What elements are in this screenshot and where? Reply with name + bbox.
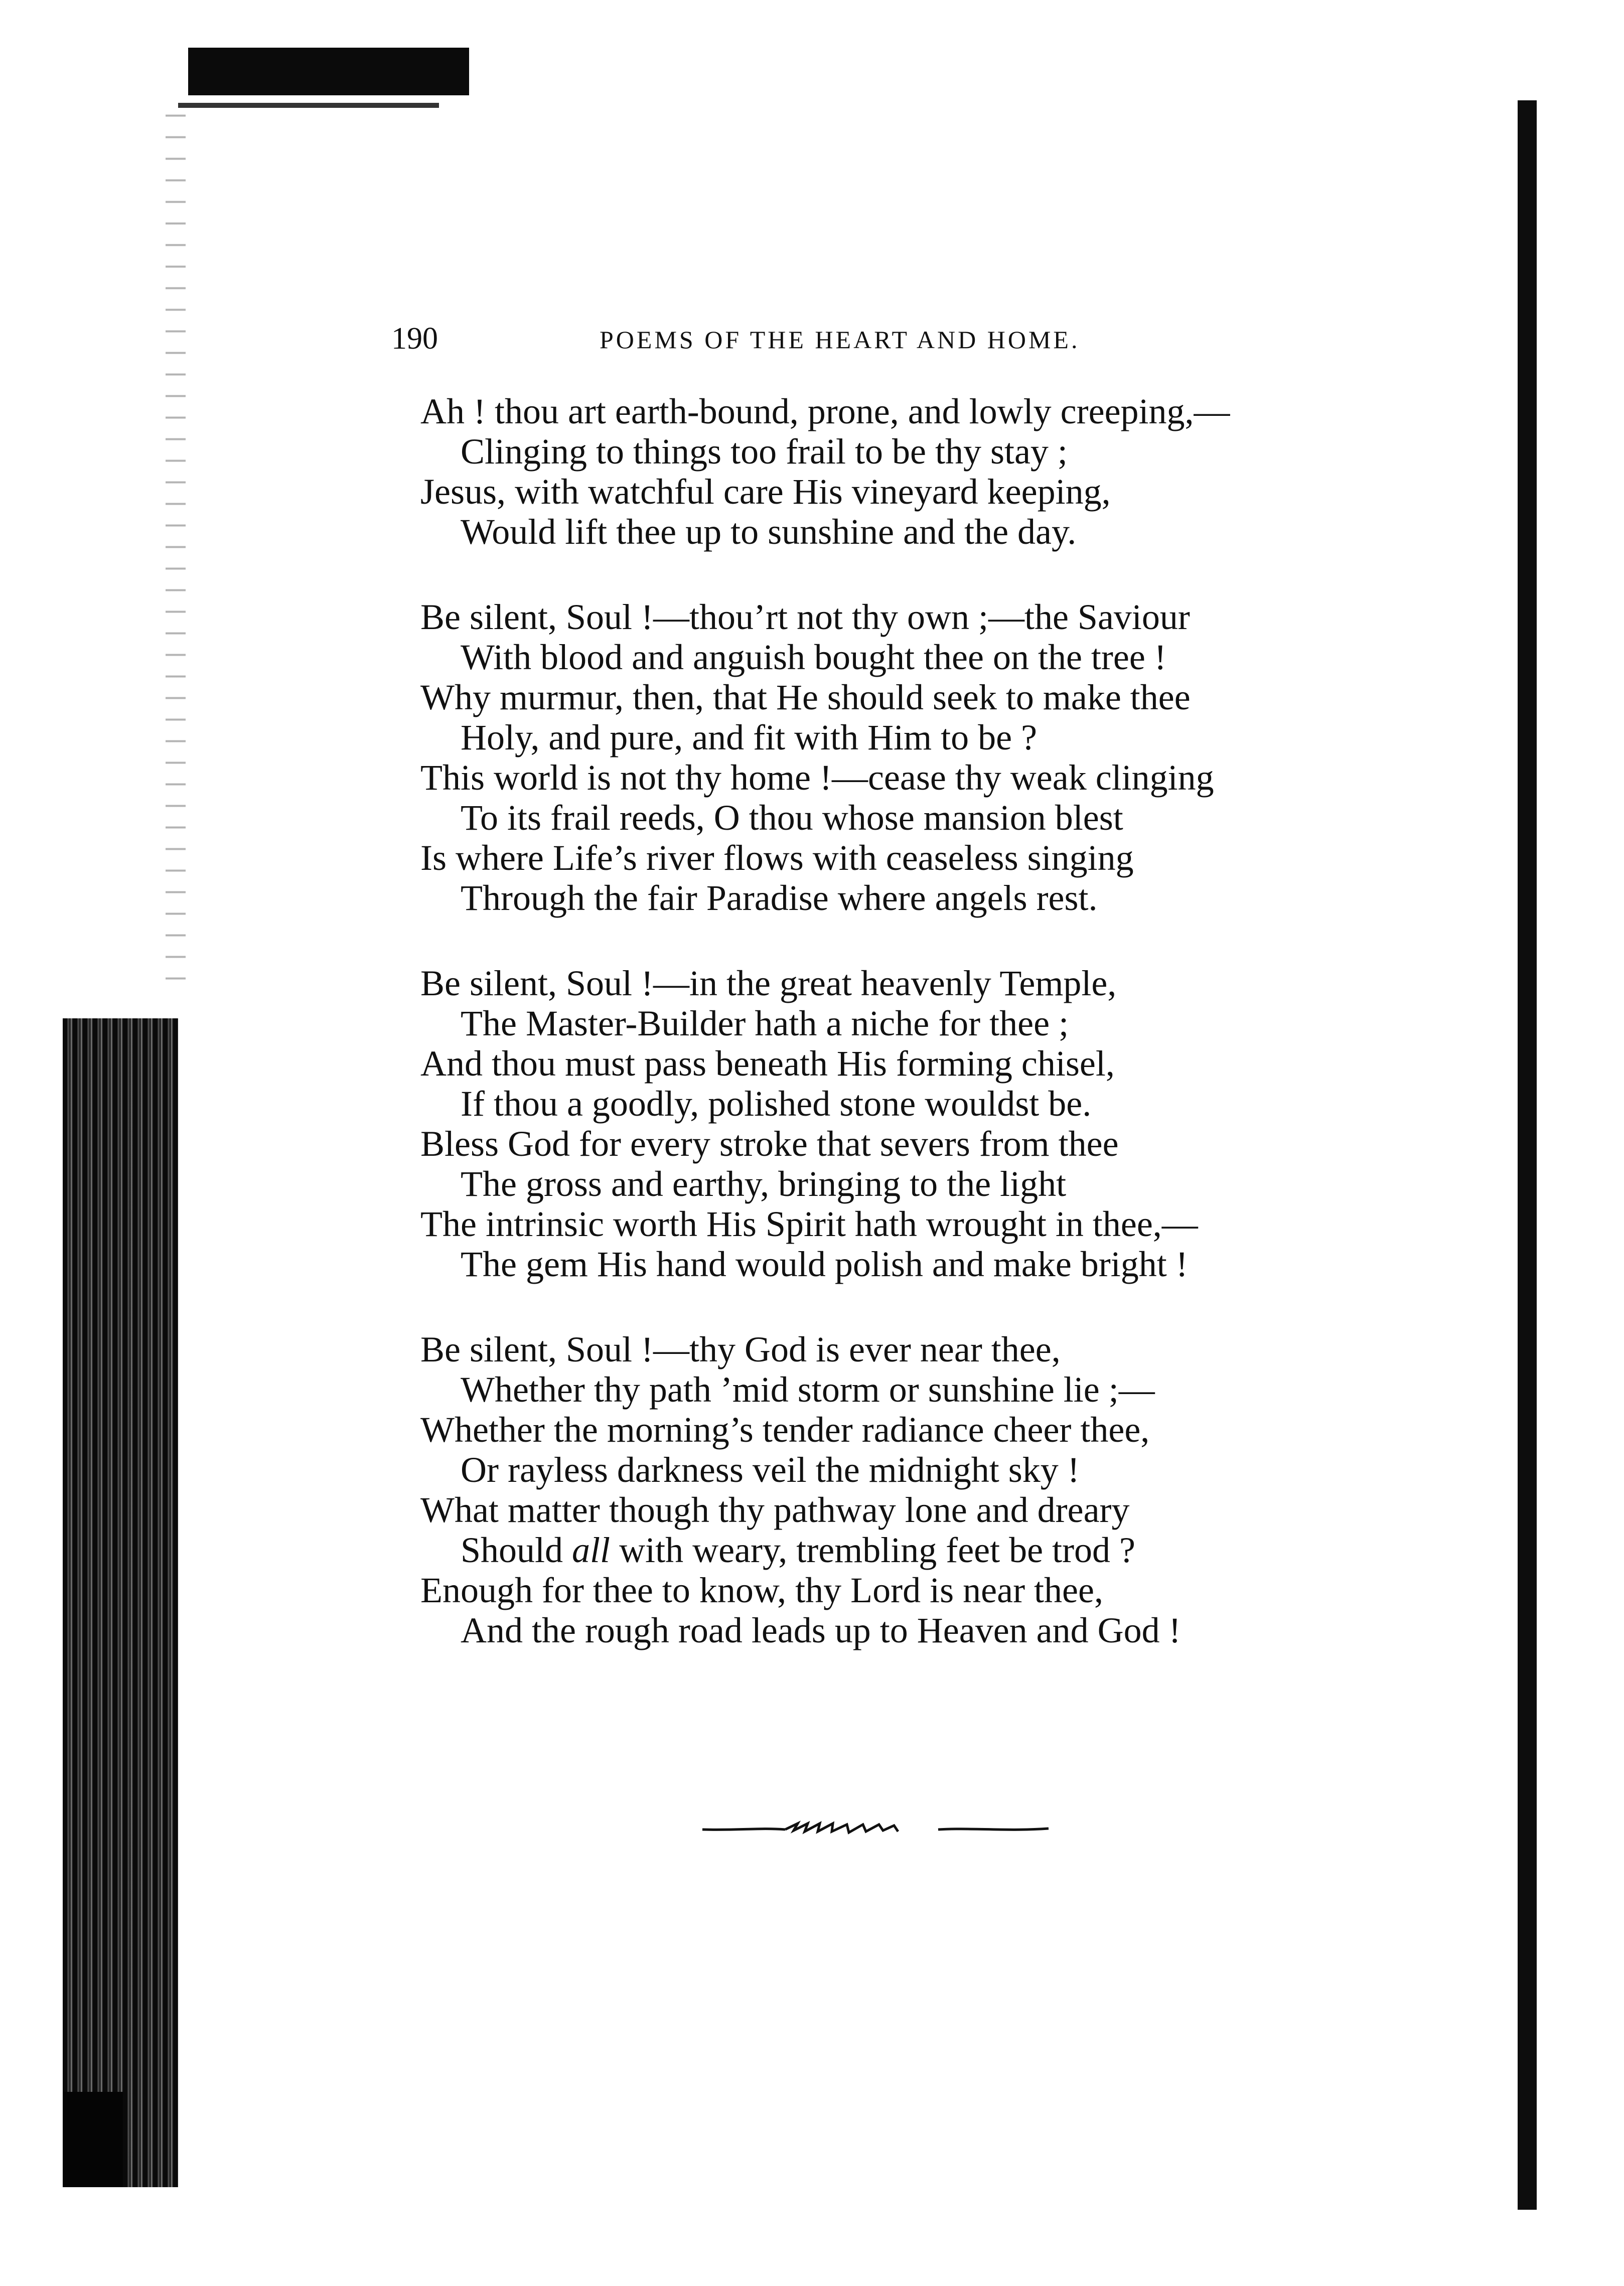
poem-line: What matter though thy pathway lone and dreary	[420, 1490, 1130, 1530]
poem-line: With blood and anguish bought thee on the tree !	[461, 637, 1166, 677]
poem-line: Be silent, Soul !—in the great heavenly Temple,	[420, 963, 1117, 1003]
scan-artifact-left-specks	[166, 95, 186, 998]
poem-line: Holy, and pure, and fit with Him to be ?	[461, 717, 1038, 757]
scan-artifact-left-edge	[63, 1018, 178, 2187]
poem-line: Why murmur, then, that He should seek to make thee	[420, 677, 1191, 717]
stanza	[420, 1329, 1449, 1650]
poem-line: Bless God for every stroke that severs from thee	[420, 1124, 1119, 1164]
poem-line: Be silent, Soul !—thou’rt not thy own ;—the Saviour	[420, 597, 1190, 637]
poem-line: Enough for thee to know, thy Lord is near thee,	[420, 1570, 1103, 1610]
poem-line: And thou must pass beneath His forming chisel,	[420, 1043, 1115, 1084]
tailpiece-ornament-icon	[700, 1818, 1051, 1839]
poem-line: Should all with weary, trembling feet be trod ?	[461, 1530, 1136, 1570]
poem-line: Be silent, Soul !—thy God is ever near thee,	[420, 1329, 1061, 1369]
poem-line: To its frail reeds, O thou whose mansion blest	[461, 798, 1123, 838]
poem-line: The intrinsic worth His Spirit hath wrought in thee,—	[420, 1204, 1198, 1244]
poem-line: And the rough road leads up to Heaven and God !	[461, 1610, 1181, 1650]
running-head	[391, 321, 1219, 356]
running-title: POEMS OF THE HEART AND HOME.	[600, 326, 1080, 354]
scan-artifact-top-bar	[188, 48, 469, 95]
poem-line: Is where Life’s river flows with ceaseless singing	[420, 838, 1134, 878]
poem-line: The gross and earthy, bringing to the light	[461, 1164, 1067, 1204]
stanza	[420, 391, 1449, 552]
stanza	[420, 597, 1449, 918]
poem-body	[420, 391, 1449, 1696]
poem-line: Whether the morning’s tender radiance cheer thee,	[420, 1410, 1150, 1450]
poem-line: The gem His hand would polish and make bright !	[461, 1244, 1188, 1284]
poem-line: Ah ! thou art earth-bound, prone, and lowly creeping,—	[420, 391, 1230, 431]
poem-line: This world is not thy home !—cease thy weak clinging	[420, 757, 1214, 798]
poem-line: The Master-Builder hath a niche for thee ;	[461, 1003, 1069, 1043]
poem-line: Clinging to things too frail to be thy stay ;	[461, 431, 1068, 472]
stanza	[420, 963, 1449, 1284]
page-number: 190	[391, 322, 438, 356]
poem-line: Would lift thee up to sunshine and the day.	[461, 512, 1077, 552]
poem-line: Jesus, with watchful care His vineyard keeping,	[420, 472, 1111, 512]
scan-artifact-right-edge	[1518, 100, 1537, 2210]
poem-line: Through the fair Paradise where angels rest.	[461, 878, 1098, 918]
poem-line: If thou a goodly, polished stone wouldst be.	[461, 1084, 1092, 1124]
poem-line: Whether thy path ’mid storm or sunshine lie ;—	[461, 1369, 1155, 1410]
poem-line: Or rayless darkness veil the midnight sky !	[461, 1450, 1080, 1490]
